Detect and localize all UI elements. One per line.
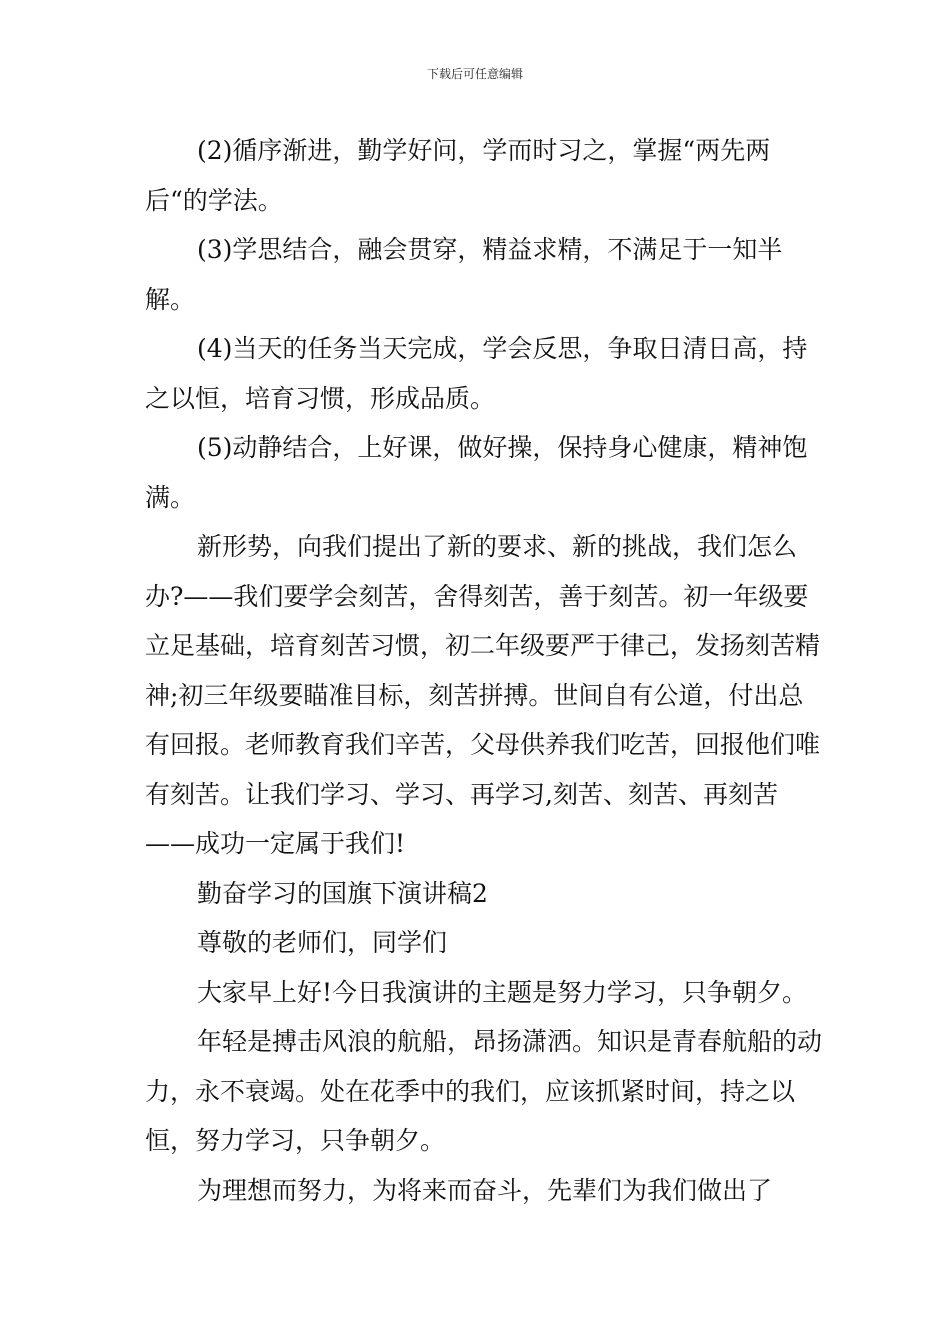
document-body bbox=[145, 126, 825, 1215]
page-header: 下载后可任意编辑 bbox=[426, 67, 523, 81]
paragraph-youth: 年轻是搏击风浪的航船，昂扬潇洒。知识是青春航船的动力，永不衰竭。处在花季中的我们，应该抓紧时间，持之以恒，努力学习，只争朝夕。 bbox=[145, 1027, 823, 1155]
paragraph-method-2: (2)循序渐进，勤学好问，学而时习之，掌握“两先两后“的学法。 bbox=[145, 136, 771, 215]
speech-title: 勤奋学习的国旗下演讲稿2 bbox=[197, 878, 488, 908]
paragraph-ideals: 为理想而努力，为将来而奋斗，先辈们为我们做出了 bbox=[197, 1175, 773, 1205]
paragraph-method-3: (3)学思结合，融会贯穿，精益求精，不满足于一知半解。 bbox=[145, 235, 783, 314]
paragraph-method-4: (4)当天的任务当天完成，学会反思，争取日清日高，持之以恒，培育习惯，形成品质。 bbox=[145, 334, 808, 413]
speech-greeting: 大家早上好!今日我演讲的主题是努力学习，只争朝夕。 bbox=[197, 977, 808, 1007]
speech-salutation: 尊敬的老师们，同学们 bbox=[197, 928, 448, 957]
paragraph-new-situation: 新形势，向我们提出了新的要求、新的挑战，我们怎么办?——我们要学会刻苦，舍得刻苦，善于刻苦。初一年级要立足基础，培育刻苦习惯，初二年级要严于律己，发扬刻苦精神;初三年级要瞄准目标，刻苦拼搏。世间自有公道，付出总有回报。老师教育我们辛苦，父母供养我们吃苦，回报他们唯有刻苦。让我们学习、学习、再学习,刻苦、刻苦、再刻苦——成功一定属于我们! bbox=[145, 532, 821, 858]
paragraph-method-5: (5)动静结合，上好课，做好操，保持身心健康，精神饱满。 bbox=[145, 433, 808, 512]
